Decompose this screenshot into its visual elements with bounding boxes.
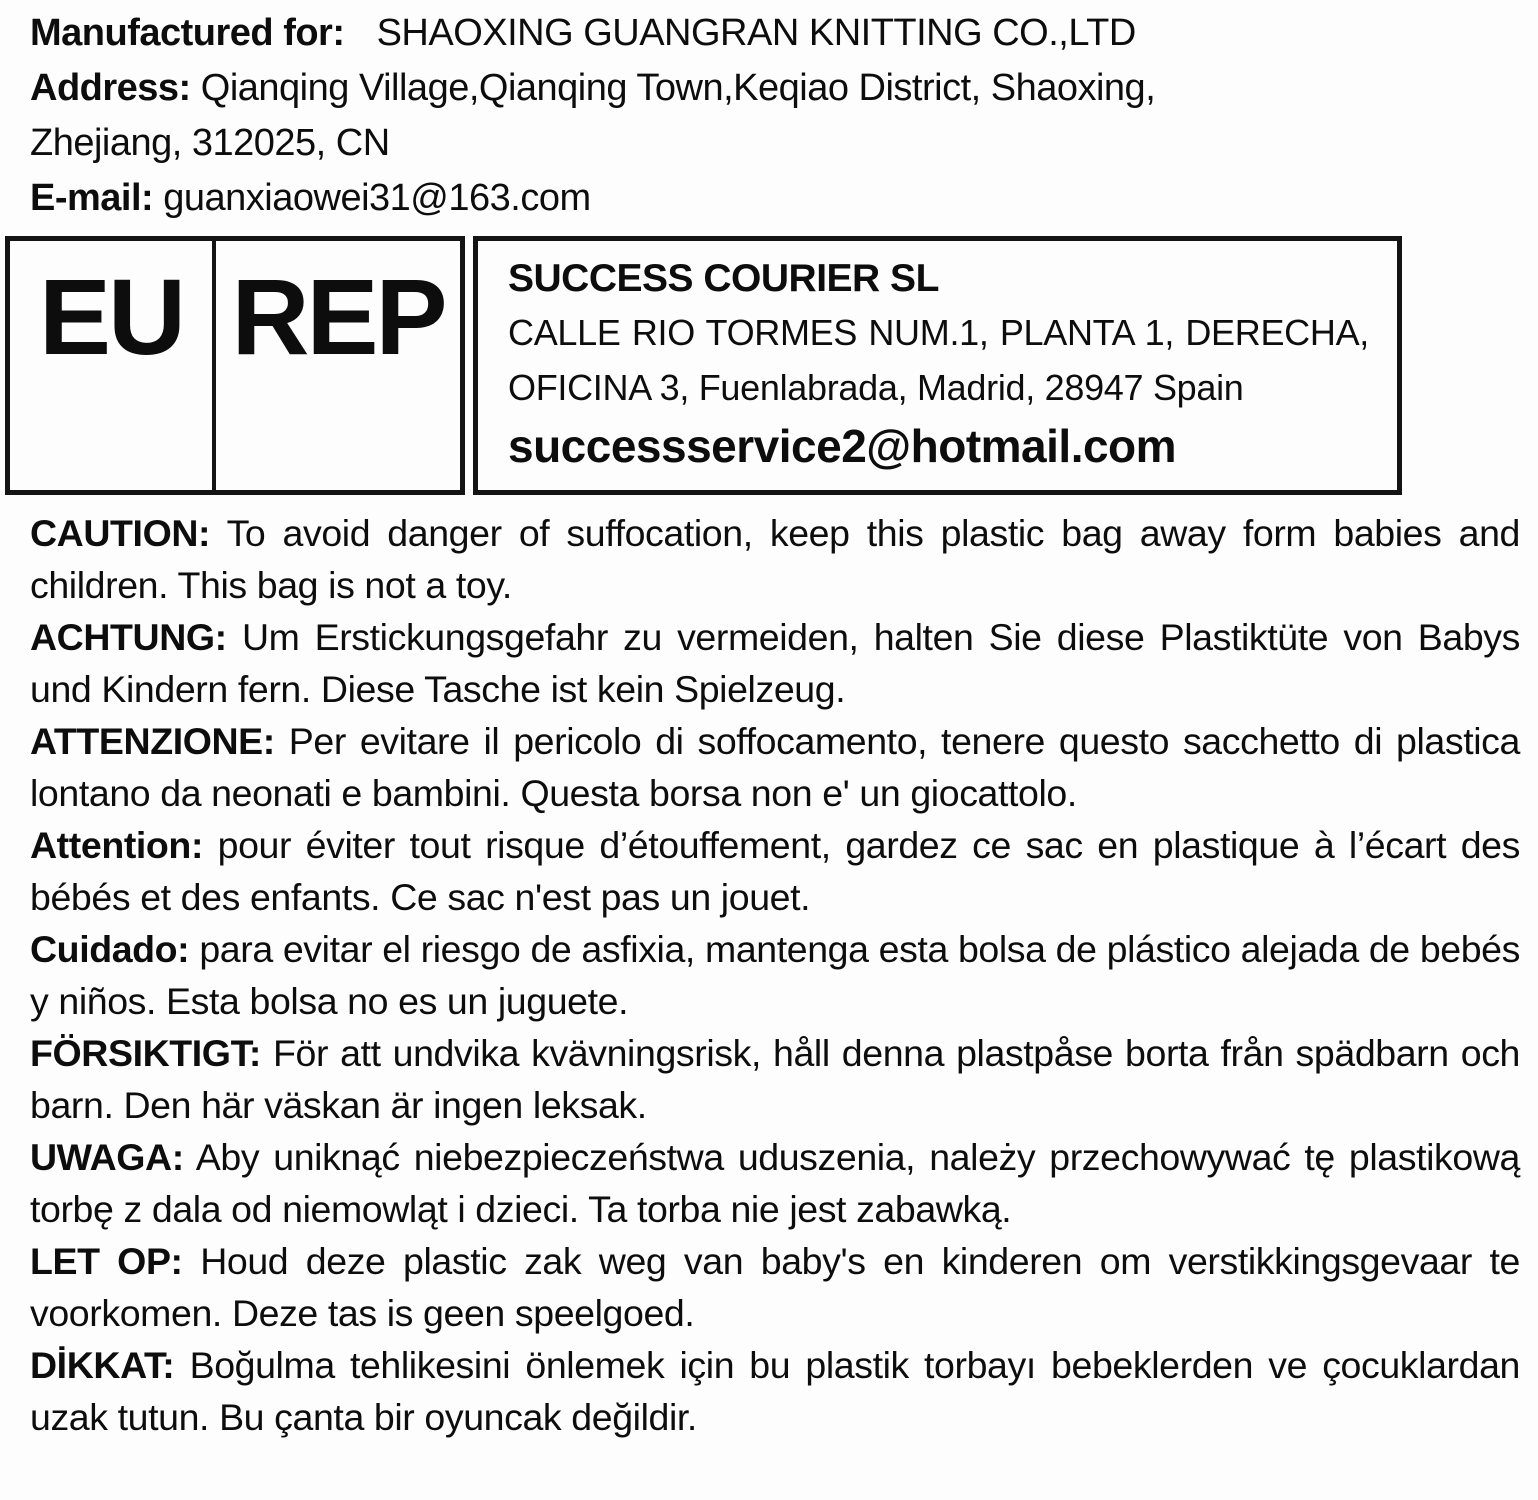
representative-address-line2: OFICINA 3, Fuenlabrada, Madrid, 28947 Spain xyxy=(508,367,1244,408)
email-label: E-mail: xyxy=(30,177,154,219)
warning-french xyxy=(30,819,1520,923)
representative-email: successservice2@hotmail.com xyxy=(508,420,1177,472)
eu-cell: EU xyxy=(10,241,216,490)
eu-rep-section xyxy=(5,236,1402,495)
warning-swedish-label: FÖRSIKTIGT: xyxy=(30,1032,262,1074)
manufactured-for-line xyxy=(30,6,1518,61)
warning-swedish xyxy=(30,1027,1520,1131)
warning-spanish-text: para evitar el riesgo de asfixia, mantenga esta bolsa de plástico alejada de bebés y niños. Esta bolsa no es un juguete. xyxy=(30,928,1520,1022)
warning-english-text: To avoid danger of suffocation, keep this plastic bag away form babies and children. This bag is not a toy. xyxy=(30,512,1520,606)
warnings-block xyxy=(0,507,1538,1443)
address-label: Address: xyxy=(30,67,191,109)
manufacturer-info xyxy=(0,6,1538,226)
warning-italian-text: Per evitare il pericolo di soffocamento, tenere questo sacchetto di plastica lontano da neonati e bambini. Questa borsa non e' un giocattolo. xyxy=(30,720,1520,814)
warning-french-text: pour éviter tout risque d’étouffement, gardez ce sac en plastique à l’écart des bébés et des enfants. Ce sac n'est pas un jouet. xyxy=(30,824,1520,918)
warning-dutch-text: Houd deze plastic zak weg van baby's en kinderen om verstikkingsgevaar te voorkomen. Deze tas is geen speelgoed. xyxy=(30,1240,1520,1334)
representative-address-line1: CALLE RIO TORMES NUM.1, PLANTA 1, DERECHA, xyxy=(508,312,1369,353)
warning-turkish xyxy=(30,1339,1520,1443)
rep-cell: REP xyxy=(231,256,445,377)
warning-turkish-label: DİKKAT: xyxy=(30,1344,175,1386)
warning-spanish xyxy=(30,923,1520,1027)
warning-polish-label: UWAGA: xyxy=(30,1136,184,1178)
address-line-2: Zhejiang, 312025, CN xyxy=(30,122,390,164)
representative-company: SUCCESS COURIER SL xyxy=(508,257,939,300)
warning-polish xyxy=(30,1131,1520,1235)
warning-english-label: CAUTION: xyxy=(30,512,211,554)
warning-italian xyxy=(30,715,1520,819)
warning-italian-label: ATTENZIONE: xyxy=(30,720,275,762)
warning-german-text: Um Erstickungsgefahr zu vermeiden, halten Sie diese Plastiktüte von Babys und Kindern fern. Diese Tasche ist kein Spielzeug. xyxy=(30,616,1520,710)
eu-rep-symbol-box xyxy=(5,236,465,495)
representative-info-box xyxy=(473,236,1402,495)
warning-french-label: Attention: xyxy=(30,824,204,866)
warning-dutch-label: LET OP: xyxy=(30,1240,183,1282)
email-line xyxy=(30,171,1518,226)
warning-dutch xyxy=(30,1235,1520,1339)
warning-polish-text: Aby uniknąć niebezpieczeństwa uduszenia, należy przechowywać tę plastikową torbę z dala od niemowląt i dzieci. Ta torba nie jest zabawką. xyxy=(30,1136,1521,1230)
warning-swedish-text: För att undvika kvävningsrisk, håll denna plastpåse borta från spädbarn och barn. Den här väskan är ingen leksak. xyxy=(30,1032,1521,1126)
warning-spanish-label: Cuidado: xyxy=(30,928,190,970)
manufactured-for-value: SHAOXING GUANGRAN KNITTING CO.,LTD xyxy=(376,12,1136,54)
warning-german xyxy=(30,611,1520,715)
email-value: guanxiaowei31@163.com xyxy=(163,177,591,219)
address-line-1 xyxy=(30,61,1518,116)
address-value-line1: Qianqing Village,Qianqing Town,Keqiao District, Shaoxing, xyxy=(200,67,1156,109)
warning-english xyxy=(30,507,1520,611)
warning-turkish-text: Boğulma tehlikesini önlemek için bu plastik torbayı bebeklerden ve çocuklardan uzak tutun. Bu çanta bir oyuncak değildir. xyxy=(30,1344,1520,1438)
warning-german-label: ACHTUNG: xyxy=(30,616,227,658)
manufactured-for-label: Manufactured for: xyxy=(30,12,345,54)
